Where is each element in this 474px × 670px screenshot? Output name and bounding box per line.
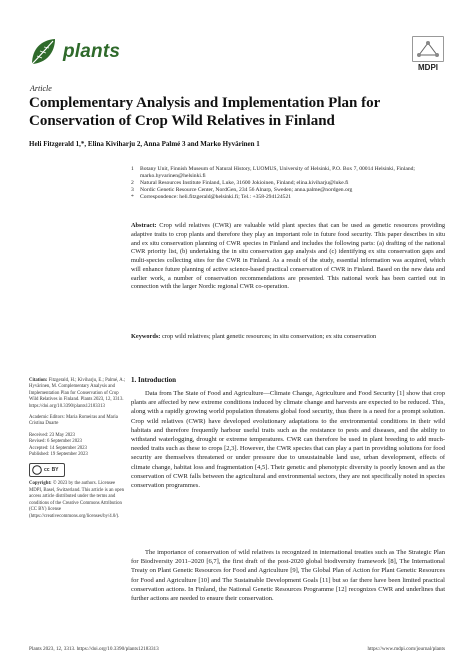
copyright-label: Copyright: [29,481,52,487]
citation-label: Citation: [29,378,48,383]
affiliation-item [131,194,451,201]
dates-block [29,433,126,459]
cc-text: cc [44,467,50,474]
citation-block [29,378,126,410]
published-date: Published: 19 September 2023 [29,452,88,458]
article-title: Complementary Analysis and Implementation Plan for Conservation of Crop Wild Relatives in Finland [29,95,380,129]
accepted-date: Accepted: 14 September 2023 [29,445,87,451]
keywords [131,333,445,342]
body-paragraph: The importance of conservation of wild relatives is recognized in international treaties such as The Strategic Plan for Biodiversity 2011–2020 [6,7], the first draft of the post-2020 global biodiversity framework [8], The International Treaty on Plant Genetic Resources for Food and Agriculture [9], The Global Plan of Action for Plant Genetic Resources for Food and Agriculture [10] and The Sustainable Development Goals [11] but so far there have been limited practical conservation actions. In Finland, the National Genetic Resources Programme [12] recognizes CWR and underlines that further actions are needed to ensure their conservation. [131,549,445,603]
copyright-text: © 2023 by the authors. Licensee MDPI, Basel, Switzerland. This article is an open access article distributed under the terms and conditions of the Creative Commons Attribution (CC BY) license (https://creativecommons.org/licenses/by/4.0/). [29,481,125,519]
keywords-label: Keywords: [131,333,161,340]
revised-date: Revised: 6 September 2023 [29,439,82,445]
citation-text: Fitzgerald, H.; Kiviharju, E.; Palmé, A.; Hyvärinen, M. Complementary Analysis and Implementation Plan for Conservation of Crop Wild Relatives in Finland. Plants 2023, 12, 3313. https://doi.org/10.3390/plants12183313 [29,378,126,409]
affiliations [131,166,451,201]
affiliation-text: Botany Unit, Finnish Museum of Natural History, LUOMUS, University of Helsinki, P.O. Box 7, 00014 Helsinki, Finland; marko.hyvarinen@helsinki.fi [140,166,415,179]
publisher-name: MDPI [418,63,438,72]
journal-logo [29,37,120,67]
affiliation-item [131,180,451,187]
abstract [131,222,445,292]
publisher-logo [412,36,444,72]
creative-commons-by-icon[interactable] [29,463,65,477]
article-type: Article [30,84,52,93]
by-text: BY [51,467,59,474]
affiliation-mark: 2 [131,180,134,186]
affiliation-item [131,166,451,180]
sidebar [29,378,126,525]
received-date: Received: 23 May 2023 [29,432,75,438]
affiliation-mark: * [131,194,134,200]
body-paragraph: Data from The State of Food and Agriculture—Climate Change, Agriculture and Food Security [1] show that crop plants are affected by new extreme conditions induced by climate change and harvests are expected to be reduced. This, along with a rapidly growing world population threatens global food security, thus there is a need for a prompt solution. Crop wild relatives (CWR) have developed evolutionary adaptations to the environmental conditions in their wild habitats and therefore frequently harbour useful traits such as the resistance to pests and diseases, and the ability to withstand waterlogging, drought or extreme temperatures. CWR can therefore be used in plant breeding to add much-needed traits such as these to crops [2,3]. However, the CWR species that can play a part in providing solutions for food security are themselves threatened or under pressure due to unsustainable land use, urban development, effects of climate change, habitat loss and fragmentation [4,5]. Their genetic and phenotypic diversity is poorly known and as the conservation of CWR falls between the agricultural and environmental sectors, they are not specifically noted in species conservation programmes. [131,390,445,490]
keywords-text: crop wild relatives; plant genetic resources; in situ conservation; ex situ conservation [161,333,377,340]
affiliation-text: Correspondence: heli.fitzgerald@helsinki.fi; Tel.: +358-294124521 [140,194,292,200]
leaf-logo-icon [29,37,57,67]
footer-citation: Plants 2023, 12, 3313. https://doi.org/10.3390/plants12183313 [29,646,159,652]
journal-name: plants [63,41,121,62]
copyright-block [29,481,126,519]
affiliation-mark: 3 [131,187,134,193]
academic-editors: Academic Editors: Maria Romeiras and Maria Cristina Duarte [29,415,118,427]
footer-link[interactable]: https://www.mdpi.com/journal/plants [367,646,445,652]
affiliation-mark: 1 [131,166,134,172]
affiliation-item [131,187,451,194]
section-heading: 1. Introduction [131,376,176,384]
affiliation-text: Natural Resources Institute Finland, Luke, 31600 Jokioinen, Finland; elina.kiviharju@luke.fi [140,180,349,186]
affiliation-text: Nordic Genetic Resource Center, NordGen, 234 56 Alnarp, Sweden; anna.palme@nordgen.org [140,187,353,193]
abstract-text: Crop wild relatives (CWR) are valuable wild plant species that can be used as genetic resources providing adaptive traits to crop plants and therefore they play an important role in future food security. This paper describes in situ and ex situ conservation planning of CWR species in Finland and includes the following parts: (a) drafting of the national CWR priority list, (b) undertaking the in situ conservation gap analysis and (c) identifying ex situ conservation gaps and multi-species collecting sites for the CWR in Finland. As a result of the study, essential information was acquired, which will enhance future planning of active science-based practical conservation of CWR in Finland. Based on the new data and earlier work, a number of conservation recommendations are presented. This national work has been carried out in connection with the larger Nordic regional CWR co-operation. [131,222,445,291]
author-list: Heli Fitzgerald 1,*, Elina Kiviharju 2, Anna Palmé 3 and Marko Hyvärinen 1 [29,140,260,148]
abstract-label: Abstract: [131,222,157,229]
mdpi-logo-icon [412,36,444,62]
